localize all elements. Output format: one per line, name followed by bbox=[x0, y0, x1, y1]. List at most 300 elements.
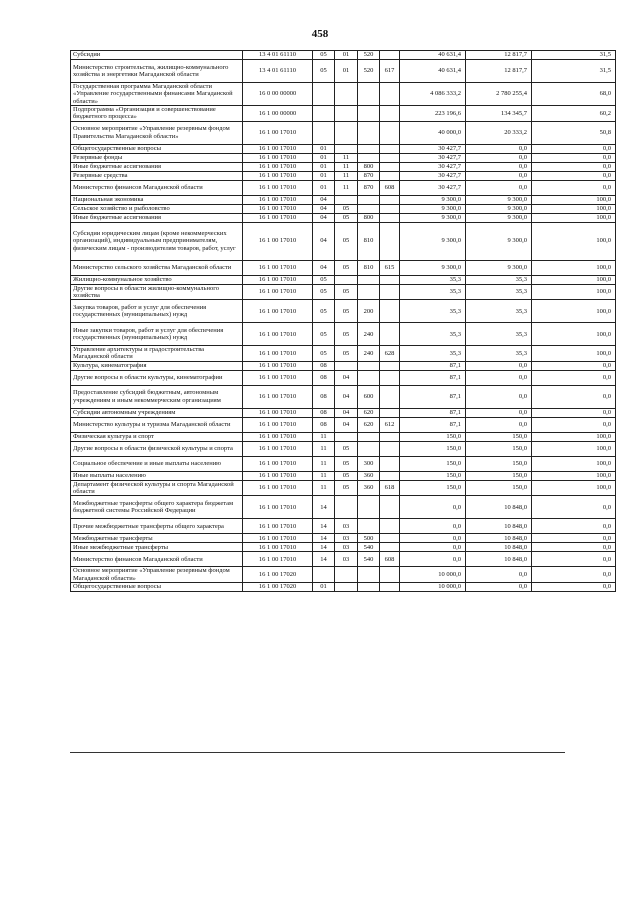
cell-subsection bbox=[335, 106, 358, 122]
table-row bbox=[71, 153, 616, 162]
cell-expense-type: 620 bbox=[358, 408, 380, 417]
cell-subsection bbox=[335, 121, 358, 144]
cell-subsection: 04 bbox=[335, 417, 358, 432]
cell-administrator bbox=[380, 432, 400, 441]
cell-target-item: 16 1 00 17010 bbox=[243, 121, 313, 144]
cell-execution-percent: 0,0 bbox=[532, 552, 616, 567]
table-row bbox=[71, 408, 616, 417]
cell-target-item: 16 1 00 17010 bbox=[243, 180, 313, 195]
cell-target-item: 16 1 00 17010 bbox=[243, 441, 313, 456]
cell-administrator bbox=[380, 284, 400, 300]
cell-target-item: 16 1 00 17020 bbox=[243, 582, 313, 591]
cell-subsection bbox=[335, 496, 358, 519]
table-body bbox=[71, 51, 616, 592]
cell-section: 01 bbox=[313, 144, 335, 153]
cell-execution-percent: 0,0 bbox=[532, 144, 616, 153]
table-row bbox=[71, 83, 616, 106]
cell-name: Жилищно-коммунальное хозяйство bbox=[71, 275, 243, 284]
cell-expense-type bbox=[358, 106, 380, 122]
cell-execution-percent: 0,0 bbox=[532, 534, 616, 543]
cell-executed-amount: 9 300,0 bbox=[466, 260, 532, 275]
cell-execution-percent: 100,0 bbox=[532, 260, 616, 275]
cell-execution-percent: 100,0 bbox=[532, 284, 616, 300]
cell-planned-amount: 150,0 bbox=[400, 456, 466, 471]
cell-administrator bbox=[380, 361, 400, 370]
cell-expense-type: 500 bbox=[358, 534, 380, 543]
cell-administrator bbox=[380, 153, 400, 162]
cell-subsection: 03 bbox=[335, 534, 358, 543]
cell-expense-type: 810 bbox=[358, 222, 380, 260]
cell-expense-type bbox=[358, 284, 380, 300]
cell-administrator: 608 bbox=[380, 552, 400, 567]
cell-subsection bbox=[335, 275, 358, 284]
cell-subsection: 03 bbox=[335, 519, 358, 534]
cell-name: Другие вопросы в области культуры, кинематографии bbox=[71, 370, 243, 385]
cell-planned-amount: 87,1 bbox=[400, 370, 466, 385]
cell-subsection: 05 bbox=[335, 300, 358, 323]
table-row bbox=[71, 260, 616, 275]
cell-name: Культура, кинематография bbox=[71, 361, 243, 370]
cell-administrator bbox=[380, 456, 400, 471]
cell-name: Межбюджетные трансферты bbox=[71, 534, 243, 543]
cell-planned-amount: 30 427,7 bbox=[400, 162, 466, 171]
cell-executed-amount: 35,3 bbox=[466, 346, 532, 362]
cell-section: 14 bbox=[313, 543, 335, 552]
cell-section: 05 bbox=[313, 275, 335, 284]
cell-executed-amount: 0,0 bbox=[466, 417, 532, 432]
cell-execution-percent: 68,0 bbox=[532, 83, 616, 106]
cell-name: Основное мероприятие «Управление резервным фондом Правительства Магаданской области» bbox=[71, 121, 243, 144]
table-row bbox=[71, 144, 616, 153]
cell-name: Иные бюджетные ассигнования bbox=[71, 162, 243, 171]
cell-executed-amount: 0,0 bbox=[466, 370, 532, 385]
cell-target-item: 16 1 00 17010 bbox=[243, 480, 313, 496]
cell-name: Основное мероприятие «Управление резервным фондом Магаданской области» bbox=[71, 567, 243, 583]
cell-executed-amount: 150,0 bbox=[466, 480, 532, 496]
cell-executed-amount: 9 300,0 bbox=[466, 213, 532, 222]
cell-subsection: 05 bbox=[335, 441, 358, 456]
cell-execution-percent: 0,0 bbox=[532, 162, 616, 171]
cell-execution-percent: 60,2 bbox=[532, 106, 616, 122]
cell-target-item: 16 1 00 17010 bbox=[243, 222, 313, 260]
cell-execution-percent: 0,0 bbox=[532, 180, 616, 195]
cell-target-item: 16 1 00 17010 bbox=[243, 284, 313, 300]
cell-name: Резервные средства bbox=[71, 171, 243, 180]
table-row bbox=[71, 496, 616, 519]
cell-execution-percent: 100,0 bbox=[532, 222, 616, 260]
table-row bbox=[71, 582, 616, 591]
cell-execution-percent: 0,0 bbox=[532, 543, 616, 552]
cell-expense-type: 620 bbox=[358, 417, 380, 432]
cell-executed-amount: 20 333,2 bbox=[466, 121, 532, 144]
cell-section: 11 bbox=[313, 480, 335, 496]
cell-planned-amount: 9 300,0 bbox=[400, 204, 466, 213]
cell-administrator bbox=[380, 385, 400, 408]
cell-planned-amount: 87,1 bbox=[400, 385, 466, 408]
cell-administrator bbox=[380, 51, 400, 60]
cell-section: 05 bbox=[313, 51, 335, 60]
cell-subsection: 11 bbox=[335, 180, 358, 195]
cell-executed-amount: 0,0 bbox=[466, 385, 532, 408]
cell-planned-amount: 30 427,7 bbox=[400, 180, 466, 195]
cell-expense-type: 300 bbox=[358, 456, 380, 471]
cell-expense-type bbox=[358, 441, 380, 456]
cell-executed-amount: 2 780 255,4 bbox=[466, 83, 532, 106]
cell-section: 14 bbox=[313, 519, 335, 534]
cell-planned-amount: 150,0 bbox=[400, 480, 466, 496]
cell-executed-amount: 10 848,0 bbox=[466, 496, 532, 519]
cell-administrator bbox=[380, 83, 400, 106]
cell-target-item: 16 1 00 17010 bbox=[243, 275, 313, 284]
cell-name: Министерство финансов Магаданской области bbox=[71, 180, 243, 195]
cell-section: 05 bbox=[313, 323, 335, 346]
cell-subsection: 05 bbox=[335, 204, 358, 213]
cell-planned-amount: 4 086 333,2 bbox=[400, 83, 466, 106]
cell-executed-amount: 0,0 bbox=[466, 361, 532, 370]
cell-administrator bbox=[380, 408, 400, 417]
table-row bbox=[71, 552, 616, 567]
cell-subsection: 03 bbox=[335, 552, 358, 567]
cell-planned-amount: 35,3 bbox=[400, 284, 466, 300]
cell-execution-percent: 100,0 bbox=[532, 300, 616, 323]
cell-target-item: 16 0 00 00000 bbox=[243, 83, 313, 106]
table-row bbox=[71, 534, 616, 543]
cell-section: 04 bbox=[313, 222, 335, 260]
cell-name: Закупка товаров, работ и услуг для обеспечения государственных (муниципальных) нужд bbox=[71, 300, 243, 323]
cell-subsection: 05 bbox=[335, 471, 358, 480]
cell-name: Иные закупки товаров, работ и услуг для обеспечения государственных (муниципальных) нужд bbox=[71, 323, 243, 346]
cell-target-item: 16 1 00 17010 bbox=[243, 195, 313, 204]
cell-administrator bbox=[380, 582, 400, 591]
cell-expense-type: 240 bbox=[358, 323, 380, 346]
table-row bbox=[71, 480, 616, 496]
cell-subsection bbox=[335, 361, 358, 370]
cell-executed-amount: 35,3 bbox=[466, 300, 532, 323]
cell-planned-amount: 0,0 bbox=[400, 552, 466, 567]
cell-section bbox=[313, 83, 335, 106]
cell-subsection bbox=[335, 432, 358, 441]
cell-section: 05 bbox=[313, 60, 335, 83]
cell-target-item: 16 1 00 17020 bbox=[243, 567, 313, 583]
cell-name: Подпрограмма «Организация и совершенствование бюджетного процесса» bbox=[71, 106, 243, 122]
cell-executed-amount: 35,3 bbox=[466, 323, 532, 346]
cell-planned-amount: 9 300,0 bbox=[400, 222, 466, 260]
cell-executed-amount: 150,0 bbox=[466, 441, 532, 456]
cell-target-item: 13 4 01 61110 bbox=[243, 51, 313, 60]
cell-section: 04 bbox=[313, 204, 335, 213]
cell-expense-type bbox=[358, 370, 380, 385]
cell-planned-amount: 150,0 bbox=[400, 441, 466, 456]
cell-name: Государственная программа Магаданской области «Управление государственными финансами Магаданской области» bbox=[71, 83, 243, 106]
cell-executed-amount: 9 300,0 bbox=[466, 195, 532, 204]
cell-executed-amount: 0,0 bbox=[466, 408, 532, 417]
cell-execution-percent: 0,0 bbox=[532, 361, 616, 370]
cell-subsection bbox=[335, 567, 358, 583]
cell-administrator bbox=[380, 323, 400, 346]
cell-planned-amount: 150,0 bbox=[400, 432, 466, 441]
cell-target-item: 16 1 00 17010 bbox=[243, 153, 313, 162]
cell-subsection: 05 bbox=[335, 456, 358, 471]
cell-subsection: 05 bbox=[335, 284, 358, 300]
cell-section: 08 bbox=[313, 370, 335, 385]
cell-target-item: 16 1 00 17010 bbox=[243, 260, 313, 275]
cell-expense-type bbox=[358, 121, 380, 144]
table-row bbox=[71, 361, 616, 370]
cell-planned-amount: 87,1 bbox=[400, 408, 466, 417]
cell-planned-amount: 35,3 bbox=[400, 323, 466, 346]
cell-executed-amount: 35,3 bbox=[466, 275, 532, 284]
cell-planned-amount: 0,0 bbox=[400, 496, 466, 519]
cell-administrator bbox=[380, 471, 400, 480]
cell-planned-amount: 30 427,7 bbox=[400, 144, 466, 153]
cell-subsection: 11 bbox=[335, 153, 358, 162]
footer-rule bbox=[70, 752, 565, 753]
cell-execution-percent: 100,0 bbox=[532, 480, 616, 496]
cell-expense-type: 800 bbox=[358, 162, 380, 171]
cell-subsection: 04 bbox=[335, 370, 358, 385]
table-row bbox=[71, 519, 616, 534]
cell-execution-percent: 50,8 bbox=[532, 121, 616, 144]
table-row bbox=[71, 323, 616, 346]
cell-expense-type bbox=[358, 519, 380, 534]
cell-subsection: 05 bbox=[335, 346, 358, 362]
cell-administrator bbox=[380, 543, 400, 552]
cell-planned-amount: 0,0 bbox=[400, 534, 466, 543]
cell-subsection: 03 bbox=[335, 543, 358, 552]
cell-expense-type: 810 bbox=[358, 260, 380, 275]
cell-name: Иные выплаты населению bbox=[71, 471, 243, 480]
cell-execution-percent: 31,5 bbox=[532, 60, 616, 83]
cell-expense-type: 360 bbox=[358, 480, 380, 496]
cell-target-item: 16 1 00 17010 bbox=[243, 385, 313, 408]
cell-planned-amount: 0,0 bbox=[400, 519, 466, 534]
cell-administrator bbox=[380, 171, 400, 180]
cell-executed-amount: 12 817,7 bbox=[466, 60, 532, 83]
cell-target-item: 16 1 00 17010 bbox=[243, 432, 313, 441]
cell-administrator: 618 bbox=[380, 480, 400, 496]
cell-executed-amount: 0,0 bbox=[466, 180, 532, 195]
cell-section: 01 bbox=[313, 582, 335, 591]
cell-name: Субсидии автономным учреждениям bbox=[71, 408, 243, 417]
cell-subsection bbox=[335, 83, 358, 106]
table-row bbox=[71, 284, 616, 300]
cell-target-item: 16 1 00 17010 bbox=[243, 519, 313, 534]
cell-subsection: 05 bbox=[335, 323, 358, 346]
cell-target-item: 16 1 00 17010 bbox=[243, 534, 313, 543]
table-row bbox=[71, 370, 616, 385]
cell-section bbox=[313, 121, 335, 144]
table-row bbox=[71, 346, 616, 362]
cell-execution-percent: 100,0 bbox=[532, 204, 616, 213]
cell-expense-type bbox=[358, 567, 380, 583]
cell-name: Общегосударственные вопросы bbox=[71, 582, 243, 591]
cell-expense-type bbox=[358, 361, 380, 370]
cell-section: 04 bbox=[313, 260, 335, 275]
cell-planned-amount: 150,0 bbox=[400, 471, 466, 480]
cell-section: 01 bbox=[313, 162, 335, 171]
cell-execution-percent: 100,0 bbox=[532, 323, 616, 346]
cell-executed-amount: 150,0 bbox=[466, 471, 532, 480]
cell-execution-percent: 0,0 bbox=[532, 171, 616, 180]
cell-name: Департамент физической культуры и спорта Магаданской области bbox=[71, 480, 243, 496]
cell-subsection: 05 bbox=[335, 260, 358, 275]
cell-administrator bbox=[380, 121, 400, 144]
cell-execution-percent: 100,0 bbox=[532, 213, 616, 222]
cell-section: 01 bbox=[313, 171, 335, 180]
cell-planned-amount: 40 631,4 bbox=[400, 60, 466, 83]
cell-planned-amount: 40 000,0 bbox=[400, 121, 466, 144]
cell-expense-type bbox=[358, 153, 380, 162]
cell-execution-percent: 100,0 bbox=[532, 346, 616, 362]
cell-target-item: 16 1 00 17010 bbox=[243, 543, 313, 552]
cell-section: 11 bbox=[313, 471, 335, 480]
cell-executed-amount: 150,0 bbox=[466, 456, 532, 471]
cell-expense-type: 600 bbox=[358, 385, 380, 408]
cell-administrator: 628 bbox=[380, 346, 400, 362]
cell-executed-amount: 10 848,0 bbox=[466, 534, 532, 543]
table-row bbox=[71, 275, 616, 284]
table-row bbox=[71, 171, 616, 180]
cell-execution-percent: 0,0 bbox=[532, 408, 616, 417]
cell-executed-amount: 0,0 bbox=[466, 567, 532, 583]
cell-name: Сельское хозяйство и рыболовство bbox=[71, 204, 243, 213]
cell-administrator bbox=[380, 496, 400, 519]
cell-administrator: 615 bbox=[380, 260, 400, 275]
cell-administrator bbox=[380, 106, 400, 122]
table-row bbox=[71, 543, 616, 552]
cell-section: 08 bbox=[313, 385, 335, 408]
cell-section: 05 bbox=[313, 284, 335, 300]
cell-execution-percent: 100,0 bbox=[532, 441, 616, 456]
cell-name: Другие вопросы в области жилищно-коммунального хозяйства bbox=[71, 284, 243, 300]
cell-administrator bbox=[380, 534, 400, 543]
cell-subsection: 05 bbox=[335, 213, 358, 222]
cell-planned-amount: 87,1 bbox=[400, 361, 466, 370]
table-row bbox=[71, 222, 616, 260]
cell-target-item: 16 1 00 17010 bbox=[243, 361, 313, 370]
cell-executed-amount: 12 817,7 bbox=[466, 51, 532, 60]
cell-administrator: 617 bbox=[380, 60, 400, 83]
table-row bbox=[71, 300, 616, 323]
cell-planned-amount: 30 427,7 bbox=[400, 171, 466, 180]
table-row bbox=[71, 121, 616, 144]
cell-section: 08 bbox=[313, 417, 335, 432]
cell-section bbox=[313, 567, 335, 583]
cell-target-item: 16 1 00 00000 bbox=[243, 106, 313, 122]
cell-administrator bbox=[380, 162, 400, 171]
cell-name: Субсидии юридическим лицам (кроме некоммерческих организаций), индивидуальным предпринимателям, физическим лицам - производителям товаров, работ, услуг bbox=[71, 222, 243, 260]
cell-name: Министерство финансов Магаданской области bbox=[71, 552, 243, 567]
cell-target-item: 16 1 00 17010 bbox=[243, 171, 313, 180]
cell-executed-amount: 9 300,0 bbox=[466, 222, 532, 260]
cell-name: Национальная экономика bbox=[71, 195, 243, 204]
cell-executed-amount: 35,3 bbox=[466, 284, 532, 300]
cell-administrator bbox=[380, 195, 400, 204]
cell-name: Иные бюджетные ассигнования bbox=[71, 213, 243, 222]
cell-execution-percent: 100,0 bbox=[532, 471, 616, 480]
cell-subsection: 05 bbox=[335, 480, 358, 496]
cell-planned-amount: 9 300,0 bbox=[400, 260, 466, 275]
cell-administrator: 608 bbox=[380, 180, 400, 195]
cell-expense-type: 540 bbox=[358, 543, 380, 552]
table-row bbox=[71, 204, 616, 213]
cell-administrator bbox=[380, 144, 400, 153]
cell-subsection bbox=[335, 195, 358, 204]
cell-target-item: 16 1 00 17010 bbox=[243, 323, 313, 346]
cell-expense-type bbox=[358, 275, 380, 284]
cell-executed-amount: 10 848,0 bbox=[466, 519, 532, 534]
cell-planned-amount: 87,1 bbox=[400, 417, 466, 432]
cell-target-item: 16 1 00 17010 bbox=[243, 456, 313, 471]
cell-target-item: 16 1 00 17010 bbox=[243, 162, 313, 171]
cell-expense-type bbox=[358, 144, 380, 153]
cell-target-item: 16 1 00 17010 bbox=[243, 496, 313, 519]
cell-target-item: 13 4 01 61110 bbox=[243, 60, 313, 83]
cell-target-item: 16 1 00 17010 bbox=[243, 213, 313, 222]
cell-subsection: 01 bbox=[335, 51, 358, 60]
cell-administrator bbox=[380, 567, 400, 583]
cell-name: Министерство строительства, жилищно-коммунального хозяйства и энергетики Магаданской области bbox=[71, 60, 243, 83]
cell-execution-percent: 100,0 bbox=[532, 456, 616, 471]
cell-planned-amount: 40 631,4 bbox=[400, 51, 466, 60]
cell-section: 04 bbox=[313, 213, 335, 222]
cell-section: 04 bbox=[313, 195, 335, 204]
cell-section: 01 bbox=[313, 180, 335, 195]
cell-section: 05 bbox=[313, 346, 335, 362]
cell-section: 14 bbox=[313, 552, 335, 567]
cell-administrator bbox=[380, 275, 400, 284]
cell-expense-type bbox=[358, 496, 380, 519]
cell-administrator bbox=[380, 204, 400, 213]
cell-subsection bbox=[335, 582, 358, 591]
cell-executed-amount: 134 345,7 bbox=[466, 106, 532, 122]
cell-target-item: 16 1 00 17010 bbox=[243, 300, 313, 323]
cell-subsection: 04 bbox=[335, 408, 358, 417]
cell-executed-amount: 0,0 bbox=[466, 153, 532, 162]
cell-administrator bbox=[380, 370, 400, 385]
cell-subsection: 05 bbox=[335, 222, 358, 260]
table-row bbox=[71, 60, 616, 83]
cell-execution-percent: 100,0 bbox=[532, 195, 616, 204]
cell-expense-type: 870 bbox=[358, 180, 380, 195]
cell-administrator bbox=[380, 213, 400, 222]
cell-planned-amount: 9 300,0 bbox=[400, 195, 466, 204]
table-row bbox=[71, 213, 616, 222]
cell-subsection: 11 bbox=[335, 162, 358, 171]
cell-section: 01 bbox=[313, 153, 335, 162]
cell-name: Межбюджетные трансферты общего характера бюджетам бюджетной системы Российской Федерации bbox=[71, 496, 243, 519]
cell-administrator: 612 bbox=[380, 417, 400, 432]
cell-name: Резервные фонды bbox=[71, 153, 243, 162]
table-row bbox=[71, 471, 616, 480]
cell-executed-amount: 9 300,0 bbox=[466, 204, 532, 213]
budget-table bbox=[70, 50, 616, 592]
cell-planned-amount: 35,3 bbox=[400, 346, 466, 362]
cell-section: 14 bbox=[313, 496, 335, 519]
cell-planned-amount: 9 300,0 bbox=[400, 213, 466, 222]
table-row bbox=[71, 162, 616, 171]
table-row bbox=[71, 456, 616, 471]
cell-section: 11 bbox=[313, 441, 335, 456]
cell-name: Министерство культуры и туризма Магаданской области bbox=[71, 417, 243, 432]
cell-expense-type: 520 bbox=[358, 51, 380, 60]
cell-section: 11 bbox=[313, 432, 335, 441]
cell-expense-type: 360 bbox=[358, 471, 380, 480]
cell-name: Министерство сельского хозяйства Магаданской области bbox=[71, 260, 243, 275]
cell-subsection bbox=[335, 144, 358, 153]
table-row bbox=[71, 51, 616, 60]
cell-target-item: 16 1 00 17010 bbox=[243, 204, 313, 213]
